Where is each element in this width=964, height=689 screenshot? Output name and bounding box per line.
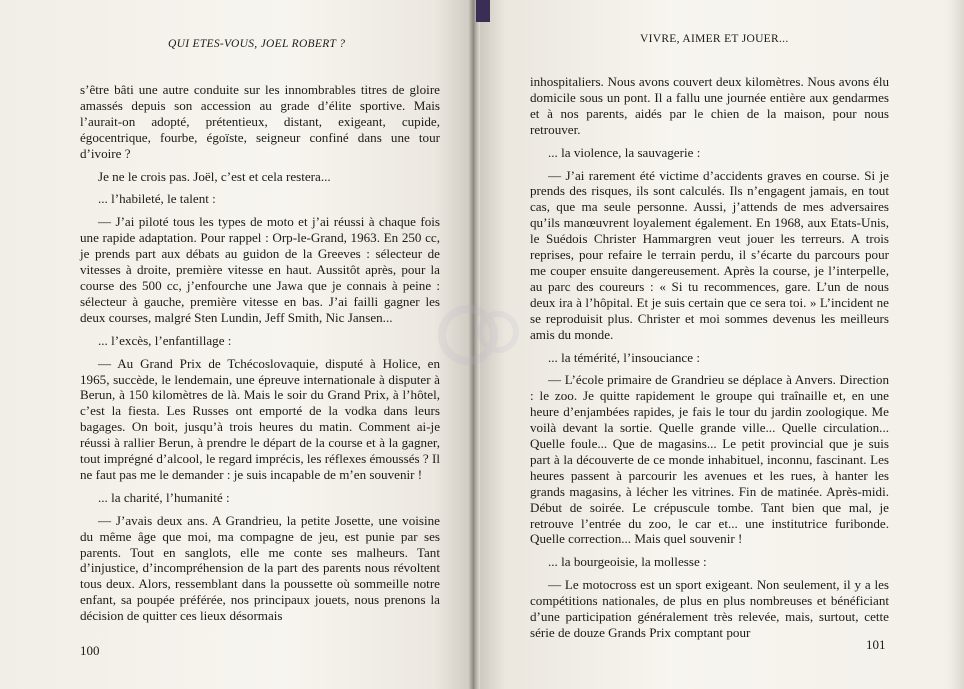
- topic-line: ... l’excès, l’enfantillage :: [98, 332, 232, 348]
- left-running-head: QUI ETES-VOUS, JOEL ROBERT ?: [168, 38, 346, 50]
- watermark-stamp: [436, 300, 526, 370]
- page-edge-shadow: [948, 0, 964, 689]
- left-body-text: [80, 82, 440, 631]
- topic-line: ... la violence, la sauvagerie :: [548, 144, 701, 160]
- paragraph: s’être bâti une autre conduite sur les innombrables titres de gloire amassés depuis son accession au grade d’élite sportive. Mais l’aurait-on adopté, prétentieux, distant, exigeant, cupide, égocentrique, fourbe, égoïste, seigneur confiné dans une tour d’ivoire ?: [80, 82, 440, 161]
- paragraph: inhospitaliers. Nous avons couvert deux kilomètres. Nous avons élu domicile sous un pont. Il a fallu une journée entière aux gendarmes et à nos parents, aidés par le chien de la maison, pour nous retrouver.: [530, 74, 889, 137]
- topic-line: ... la témérité, l’insouciance :: [548, 349, 700, 365]
- paragraph: — Le motocross est un sport exigeant. Non seulement, il y a les compétitions nationales, de plus en plus nombreuses et bénéficiant d’une participation généralement très relevée, mais, surtout, cette série de douze Grands Prix comptant pour: [530, 577, 889, 640]
- paragraph: — Au Grand Prix de Tchécoslovaquie, disputé à Holice, en 1965, succède, le lendemain, une épreuve internationale à disputer à Berun, à 150 kilomètres de là. Mais le soir du Grand Prix, à l’hôtel, c’est la fiesta. Les Russes ont emporté de la vodka dans leurs bagages. On boit, jusqu’à trois heures du matin. Comment ai-je réussi à rallier Berun, à prendre le départ de la course et à la gagner, tout imprégné d’alcool, le regard imprécis, les réflexes émoussés ? Il ne faut pas me le demander : je suis incapable de m’en souvenir !: [80, 355, 440, 482]
- topic-line: ... la bourgeoisie, la mollesse :: [548, 554, 707, 570]
- paragraph: — J’avais deux ans. A Grandrieu, la petite Josette, une voisine du même âge que moi, ma compagne de jeu, est punie par ses parents. Tout en sanglots, elle me conte ses malheurs. Tant d’injustice, d’incompréhension de la part des parents nous révoltent tous deux. Alors, ressemblant dans la poussette où sommeille notre enfant, sa poupée préférée, nos principaux jouets, nous prenons la décision de quitter ces lieux désormais: [80, 512, 440, 624]
- paragraph: — J’ai piloté tous les types de moto et j’ai réussi à chaque fois une rapide adaptation. Pour rappel : Orp-le-Grand, 1963. En 250 cc, je prends part aux débats au guidon de la Greeves : sélecteur de vitesses à droite, première vitesse en haut. Aussitôt après, pour la course des 500 cc, j’enfourche une Jawa que je connais à peine : sélecteur à gauche, première vitesse en bas. J’ai failli gagner les deux courses, malgré Sten Lundin, Jeff Smith, Nic Jansen...: [80, 214, 440, 325]
- paragraph: — J’ai rarement été victime d’accidents graves en course. Si je prends des risques, ils sont calculés. Ils n’engagent jamais, en tout cas, que ma seule personne. Aussi, j’attends de mes adversaires qu’ils manœuvrent loyalement également. En 1968, aux Etats-Unis, le Suédois Christer Hammargren veut jouer les terreurs. A trois reprises, pour refaire le terrain perdu, il s’écarte du parcours pour me couper ensuite dangereusement. Après la course, je l’interpelle, au parc des coureurs : « Si tu recommences, gare. L’un de nous deux ira à l’hôpital. Et je suis certain que ce sera toi. » L’incident ne se reproduisit plus. Christer et moi sommes devenus les meilleurs amis du monde.: [530, 167, 889, 342]
- paragraph: Je ne le crois pas. Joël, c’est et cela restera...: [98, 168, 331, 184]
- right-page-number: 101: [866, 637, 886, 652]
- paragraph: — L’école primaire de Grandrieu se déplace à Anvers. Direction : le zoo. Je quitte rapidement le groupe qui traînaille et, en une heure d’enjambées rapides, je fais le tour du jardin zoologique. Me voilà devant la sortie. Quelle grande ville... Quelle circulation... Quelle foule... Que de magasins... Le petit provincial que je suis part à la découverte de ce monde inhabituel, inconnu, fascinant. Les heures passent à parcourir les avenues et les rues, à hanter les grands magasins, à lécher les vitrines. Fin de matinée. Après-midi. Début de soirée. Le crépuscule tombe. Tant bien que mal, je retrouve l’entrée du zoo, le car et... une institutrice furibonde. Quelle correction... Mais quel souvenir !: [530, 372, 889, 547]
- gutter-bookmark-ribbon: [476, 0, 490, 22]
- right-body-text: [530, 74, 889, 648]
- left-page-number: 100: [80, 643, 100, 658]
- topic-line: ... l’habileté, le talent :: [98, 191, 216, 207]
- right-running-head: VIVRE, AIMER ET JOUER...: [640, 33, 789, 45]
- topic-line: ... la charité, l’humanité :: [98, 489, 230, 505]
